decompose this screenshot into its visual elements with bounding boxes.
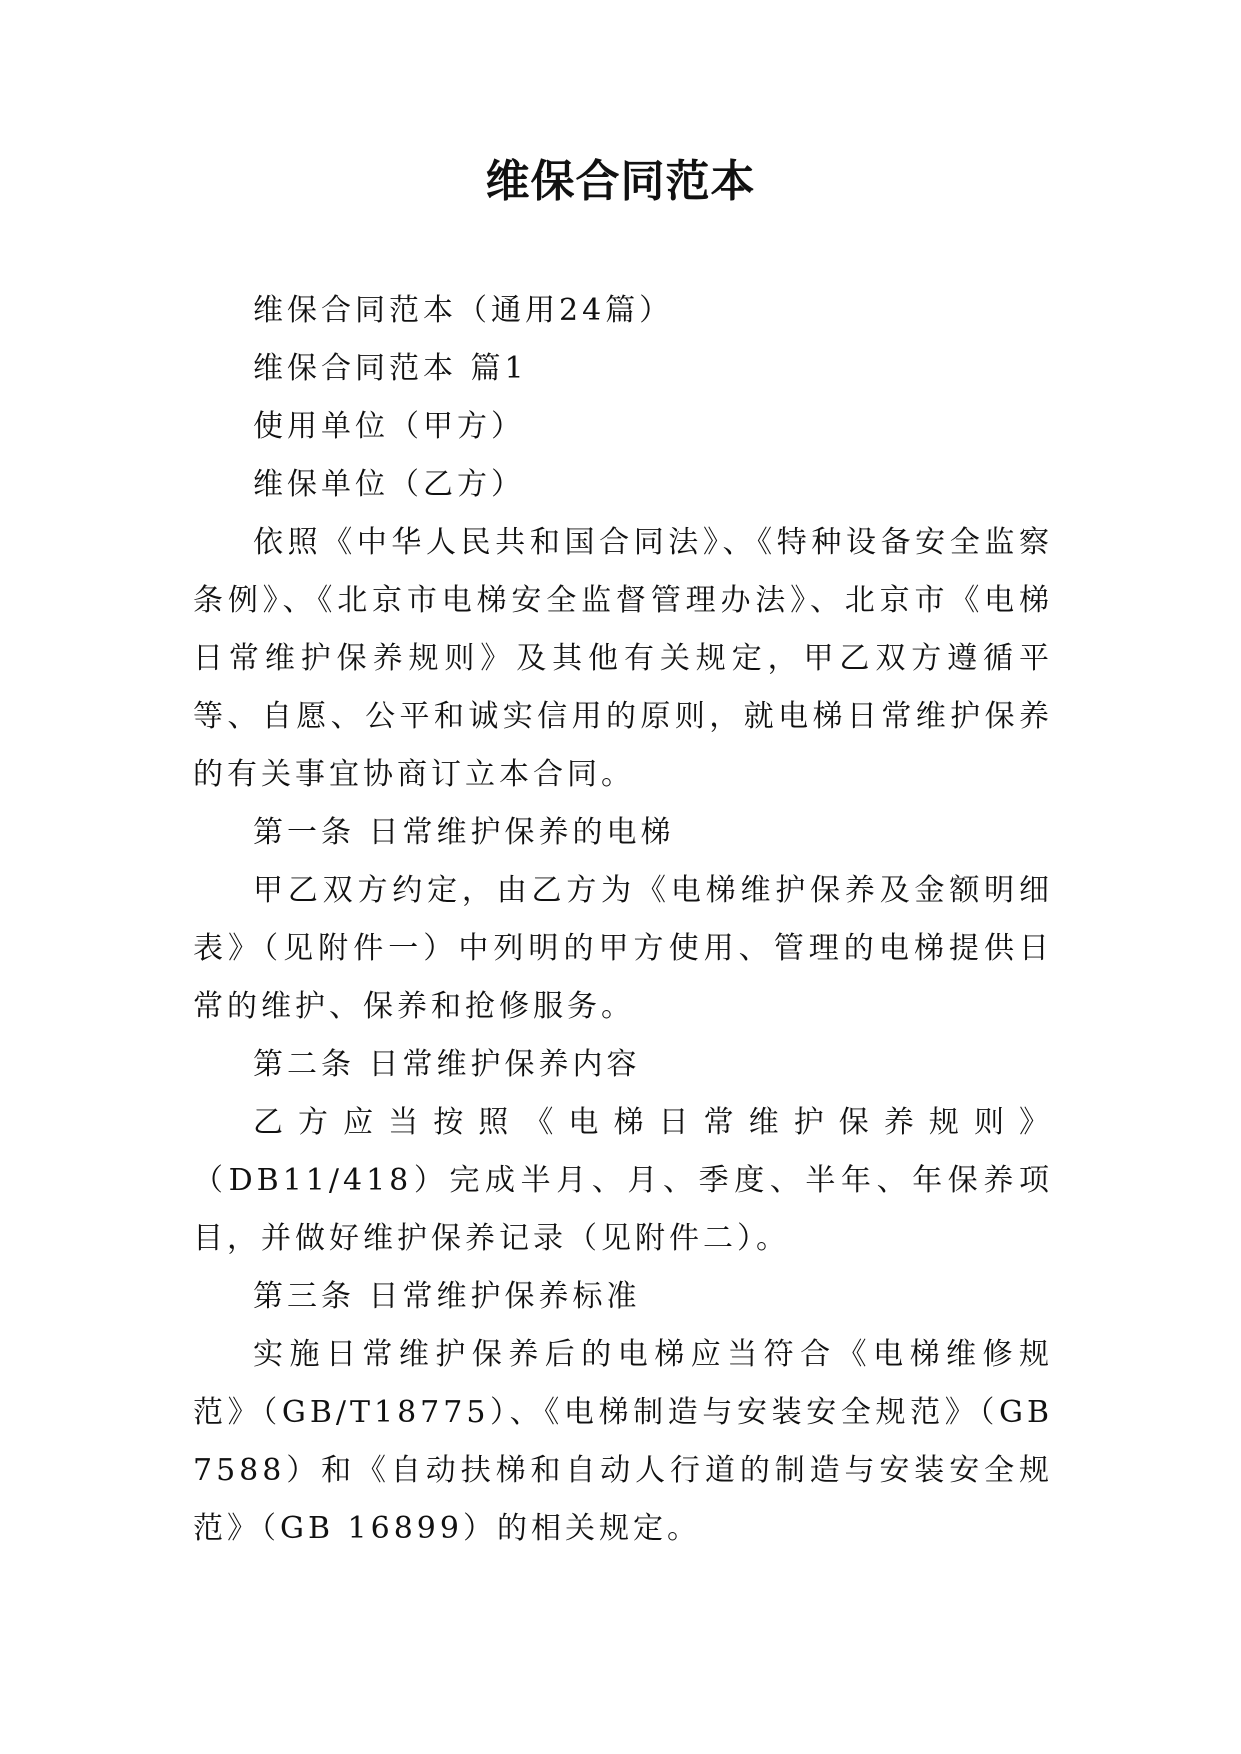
article-2-body: 乙方应当按照《电梯日常维护保养规则》（DB11/418）完成半月、月、季度、半年、年保养项目，并做好维护保养记录（见附件二）。 xyxy=(193,1105,1053,1256)
paragraph-party-a: 使用单位（甲方） xyxy=(253,409,525,444)
document-body xyxy=(193,282,1053,1558)
article-3-heading: 第三条 日常维护保养标准 xyxy=(253,1279,641,1314)
document-title: 维保合同范本 xyxy=(485,156,756,207)
article-2-heading: 第二条 日常维护保养内容 xyxy=(253,1047,641,1082)
paragraph-subtitle: 维保合同范本（通用24篇） xyxy=(253,293,674,328)
article-3-body: 实施日常维护保养后的电梯应当符合《电梯维修规范》（GB/T18775）、《电梯制造与安装安全规范》（GB 7588）和《自动扶梯和自动人行道的制造与安装安全规范》（GB 16899）的相关规定。 xyxy=(193,1337,1053,1546)
article-1-body: 甲乙双方约定，由乙方为《电梯维护保养及金额明细表》（见附件一）中列明的甲方使用、管理的电梯提供日常的维护、保养和抢修服务。 xyxy=(193,873,1053,1024)
paragraph-section-heading: 维保合同范本 篇1 xyxy=(253,351,528,386)
paragraph-preamble: 依照《中华人民共和国合同法》、《特种设备安全监察条例》、《北京市电梯安全监督管理办法》、北京市《电梯日常维护保养规则》及其他有关规定，甲乙双方遵循平等、自愿、公平和诚实信用的原则，就电梯日常维护保养的有关事宜协商订立本合同。 xyxy=(193,525,1053,792)
article-1-heading: 第一条 日常维护保养的电梯 xyxy=(253,815,675,850)
paragraph-party-b: 维保单位（乙方） xyxy=(253,467,525,502)
